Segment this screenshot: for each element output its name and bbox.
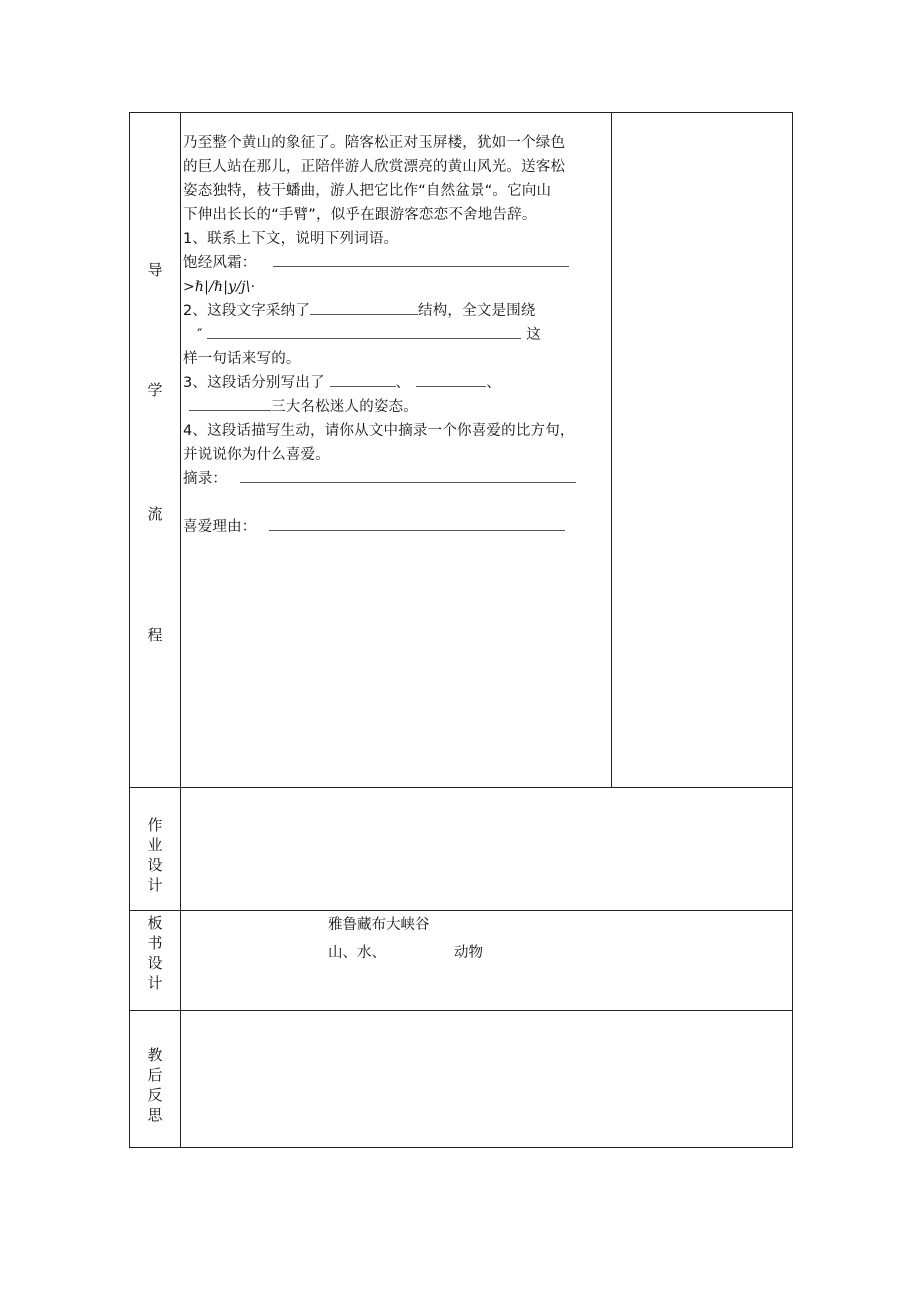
question-4-line-2: 并说说你为什么喜爱。 bbox=[183, 447, 330, 463]
question-3-part-b: 三大名松迷人的姿态。 bbox=[271, 399, 418, 415]
question-2-structure-blank[interactable] bbox=[310, 300, 418, 315]
question-3-blank-2[interactable] bbox=[416, 372, 486, 387]
excerpt-row bbox=[183, 467, 611, 491]
question-3-sep-2: 、 bbox=[486, 375, 501, 391]
question-2-part-c: 这 bbox=[526, 327, 541, 343]
reason-label: 喜爱理由： bbox=[183, 519, 257, 535]
homework-label: 作 业 设 计 bbox=[147, 816, 163, 894]
question-2-sentence-blank[interactable] bbox=[207, 324, 521, 339]
question-3-row-2 bbox=[183, 395, 611, 419]
question-2-quote: ″ bbox=[197, 327, 203, 343]
question-4-line-1: 4、这段话描写生动，请你从文中摘录一个你喜爱的比方句， bbox=[183, 423, 575, 439]
lesson-plan-table bbox=[129, 112, 793, 1148]
question-3-blank-1[interactable] bbox=[330, 372, 396, 387]
reason-row bbox=[183, 515, 611, 539]
reflection-cell[interactable] bbox=[181, 1011, 792, 1147]
flow-label-char-1: 导 bbox=[147, 261, 163, 279]
excerpt-label: 摘录： bbox=[183, 471, 228, 487]
question-3-row bbox=[183, 371, 611, 395]
question-3-blank-3[interactable] bbox=[189, 396, 271, 411]
question-2-part-d: 样一句话来写的。 bbox=[183, 351, 301, 367]
paragraph-line-1: 乃至整个黄山的象征了。陪客松正对玉屏楼，犹如一个绿色 bbox=[183, 135, 566, 151]
question-1-garbled-text: >ℏ|/ℏ|y/j\· bbox=[183, 279, 256, 295]
board-line-2-part-b: 动物 bbox=[454, 945, 483, 961]
question-2-part-b: 结构，全文是围绕 bbox=[418, 303, 536, 319]
question-1-term: 饱经风霜： bbox=[183, 255, 257, 271]
question-1: 1、联系上下文，说明下列词语。 bbox=[183, 231, 399, 247]
board-title: 雅鲁藏布大峡谷 bbox=[328, 917, 430, 933]
excerpt-blank[interactable] bbox=[240, 468, 576, 483]
question-3-part-a: 3、这段话分别写出了 bbox=[183, 375, 325, 391]
question-2-quote-row bbox=[183, 323, 611, 347]
paragraph-line-2: 的巨人站在那儿，正陪伴游人欣赏漂亮的黄山风光。送客松 bbox=[183, 159, 566, 175]
board-label: 板 书 设 计 bbox=[147, 914, 163, 992]
paragraph-line-4: 下伸出长长的“手臂”，似乎在跟游客恋恋不舍地告辞。 bbox=[183, 207, 537, 223]
paragraph-line-3: 姿态独特，枝干蟠曲，游人把它比作“自然盆景“。它向山 bbox=[183, 183, 552, 199]
flow-label-char-3: 流 bbox=[147, 505, 163, 523]
row-divider-2 bbox=[130, 910, 792, 911]
reflection-label: 教 后 反 思 bbox=[147, 1046, 163, 1124]
spacer-line bbox=[183, 491, 611, 515]
label-column-divider bbox=[180, 113, 181, 1147]
reason-blank[interactable] bbox=[269, 516, 565, 531]
flow-label-char-4: 程 bbox=[147, 626, 163, 644]
flow-content bbox=[183, 131, 611, 539]
question-1-term-row bbox=[183, 251, 611, 275]
board-line-2-part-a: 山、水、 bbox=[328, 945, 386, 961]
question-2-part-a: 2、这段文字采纳了 bbox=[183, 303, 311, 319]
flow-label-char-2: 学 bbox=[147, 381, 163, 399]
notes-column-divider bbox=[611, 113, 612, 787]
homework-cell[interactable] bbox=[181, 788, 792, 910]
question-3-sep-1: 、 bbox=[395, 375, 411, 391]
question-1-answer-blank[interactable] bbox=[273, 252, 569, 267]
question-2-row bbox=[183, 299, 611, 323]
